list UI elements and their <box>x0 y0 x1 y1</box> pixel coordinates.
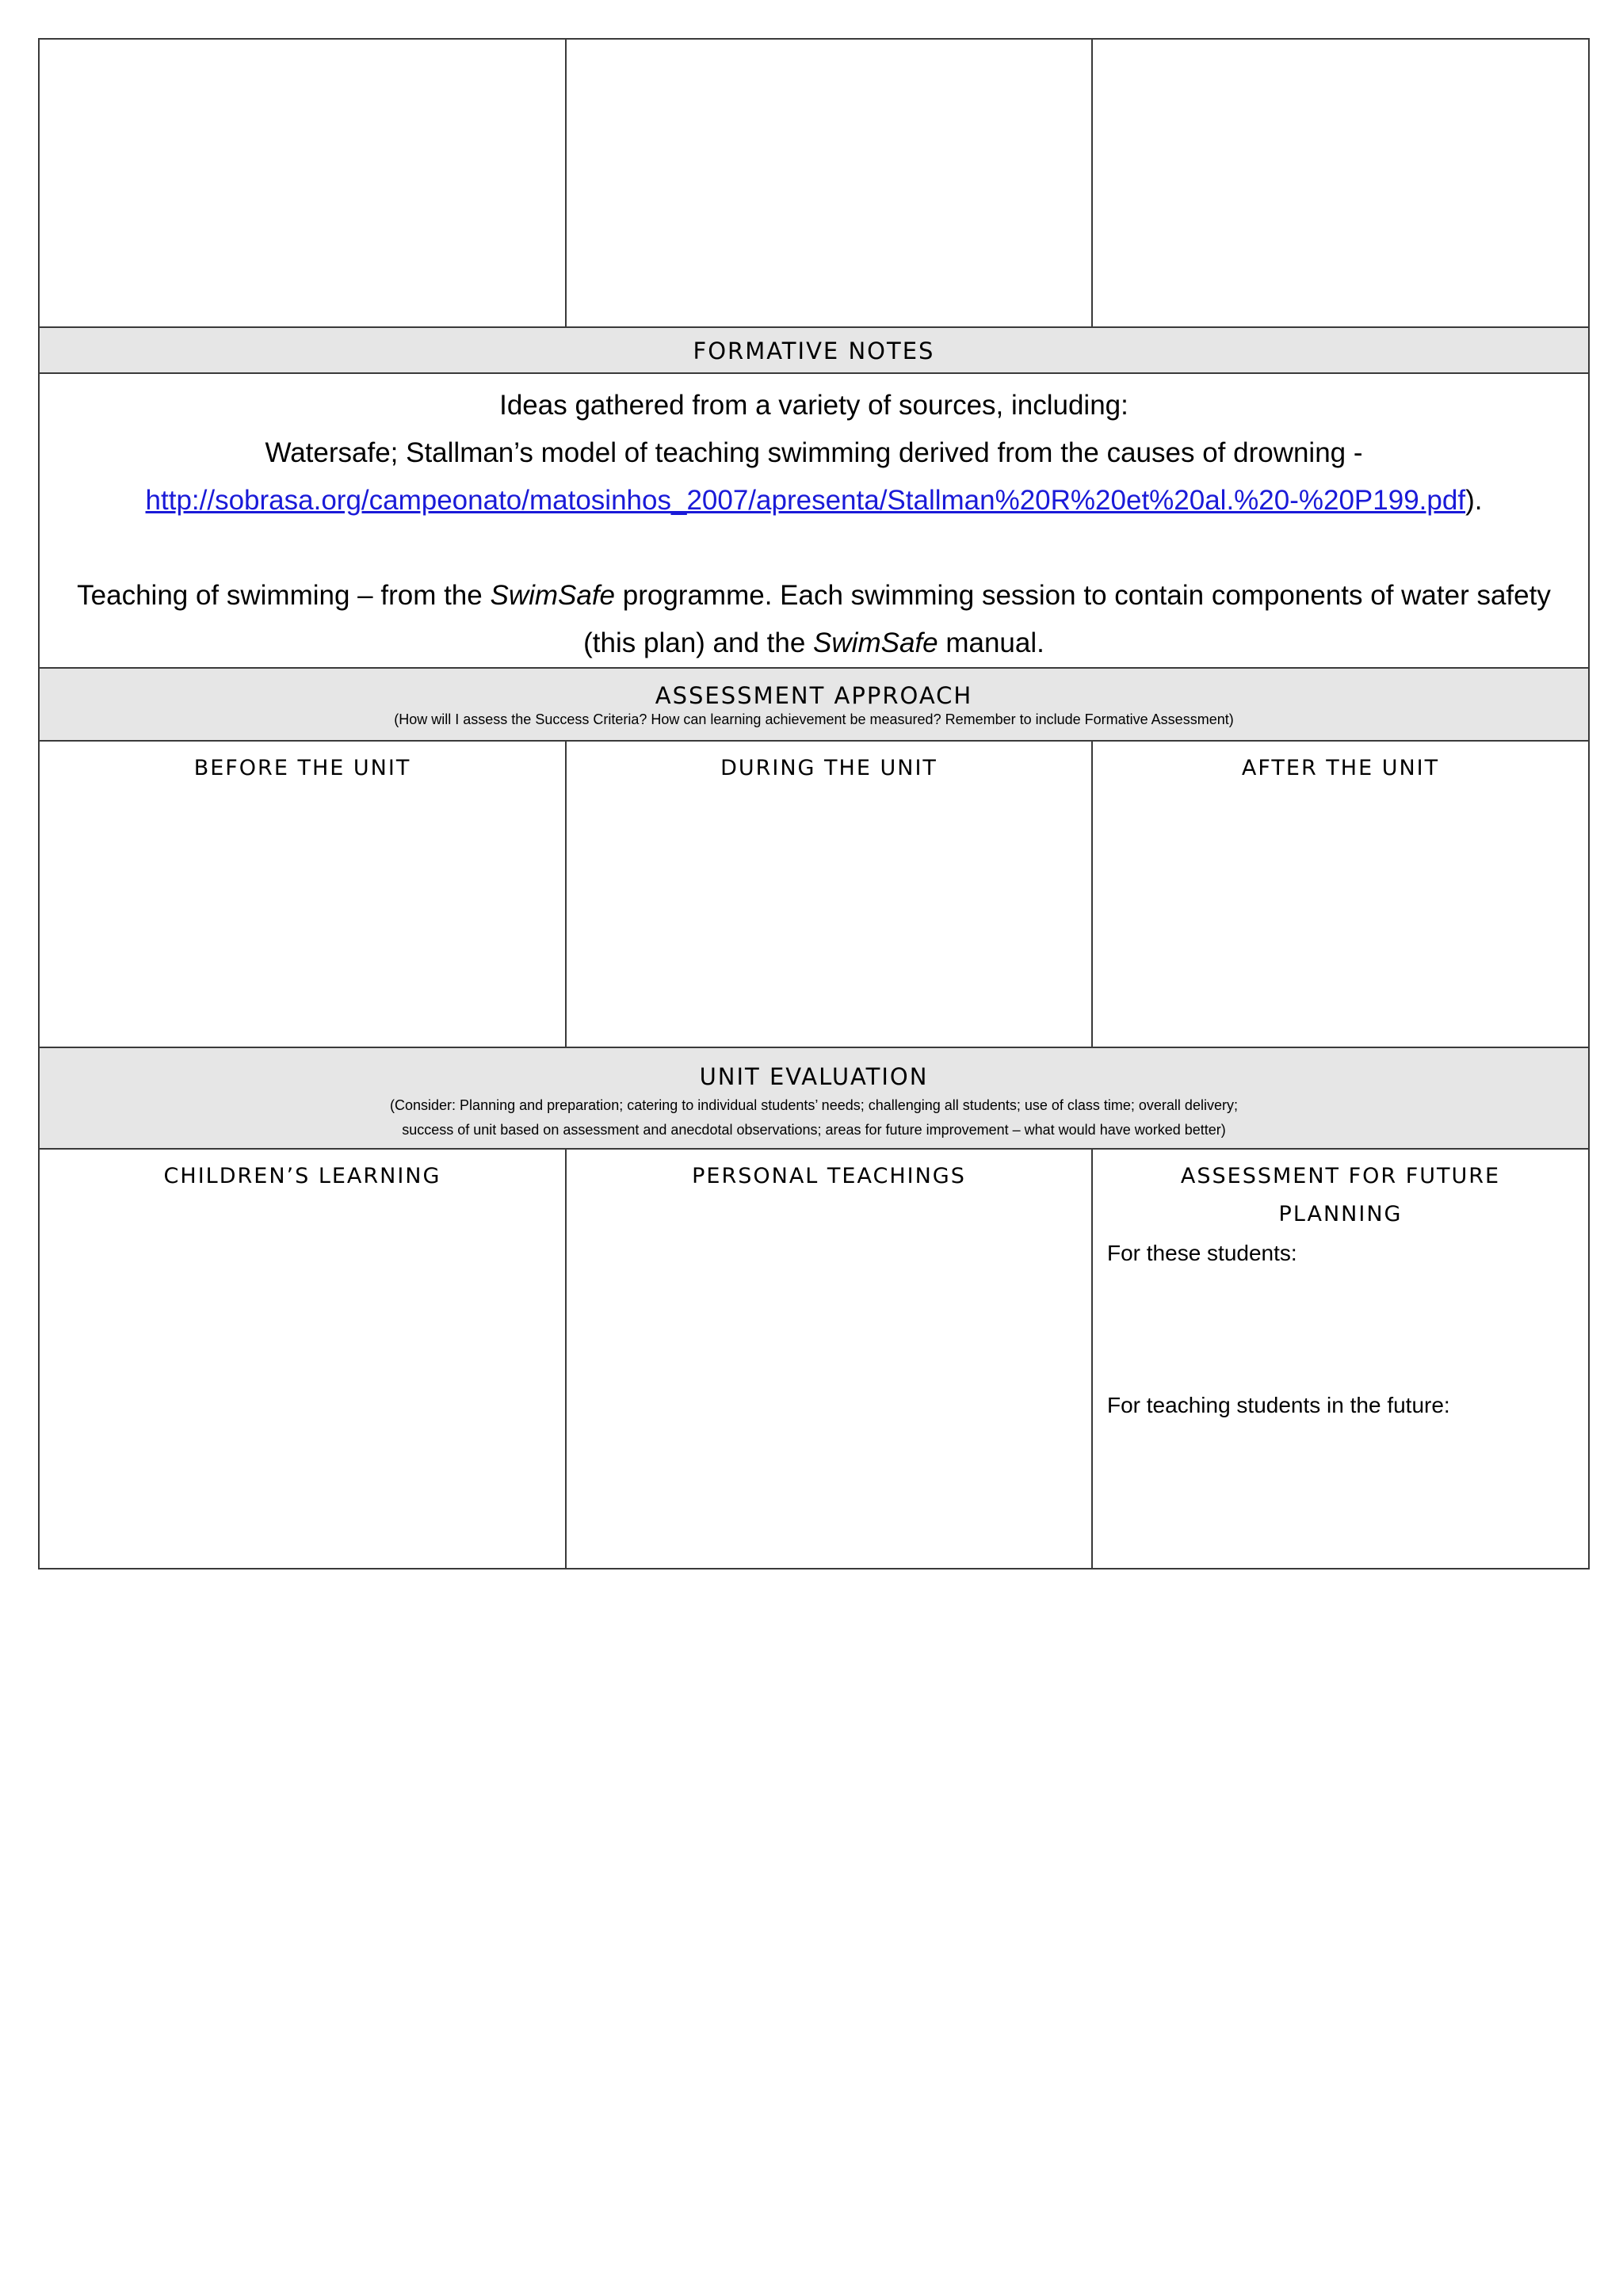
after-unit-heading: AFTER THE UNIT <box>1241 756 1440 780</box>
future-planning-cell[interactable] <box>1092 1149 1589 1569</box>
during-unit-heading: DURING THE UNIT <box>720 756 938 780</box>
after-unit-cell[interactable] <box>1092 741 1589 1047</box>
before-unit-cell[interactable] <box>39 741 566 1047</box>
unit-evaluation-header <box>39 1047 1589 1149</box>
top-cell-1[interactable] <box>39 39 566 327</box>
formative-notes-header <box>39 327 1589 373</box>
childrens-learning-heading: CHILDREN’S LEARNING <box>163 1164 441 1188</box>
childrens-learning-cell[interactable] <box>39 1149 566 1569</box>
for-future-students-label: For teaching students in the future: <box>1107 1393 1450 1417</box>
for-these-students-label: For these students: <box>1107 1241 1297 1265</box>
formative-notes-title: FORMATIVE NOTES <box>693 338 935 364</box>
notes-p2-swimsafe-1: SwimSafe <box>490 580 616 611</box>
future-planning-heading: ASSESSMENT FOR FUTURE PLANNING <box>1180 1164 1501 1226</box>
assessment-approach-header <box>39 668 1589 741</box>
notes-p2-a: Teaching of swimming – from the <box>77 580 491 611</box>
notes-p2-swimsafe-2: SwimSafe <box>813 627 938 658</box>
top-empty-row <box>39 39 1589 327</box>
unit-evaluation-subtitle-2: success of unit based on assessment and anecdotal observations; areas for future improvement – what would have worked better) <box>402 1122 1226 1138</box>
formative-notes-text <box>40 374 1588 667</box>
notes-line-1: Ideas gathered from a variety of sources, including: <box>499 390 1128 421</box>
personal-teachings-heading: PERSONAL TEACHINGS <box>692 1164 966 1188</box>
top-cell-3[interactable] <box>1092 39 1589 327</box>
notes-p2-c: programme. Each swimming session to contain components of water safety (this plan) and the <box>583 580 1551 658</box>
assessment-approach-title: ASSESSMENT APPROACH <box>655 682 973 709</box>
notes-link-suffix: ). <box>1465 485 1483 516</box>
during-unit-cell[interactable] <box>566 741 1092 1047</box>
notes-p2-e: manual. <box>938 627 1044 658</box>
top-cell-2[interactable] <box>566 39 1092 327</box>
unit-evaluation-title: UNIT EVALUATION <box>699 1063 929 1090</box>
assessment-approach-subtitle: (How will I assess the Success Criteria? How can learning achievement be measured? Remember to include Formative Assessment) <box>394 711 1234 727</box>
formative-notes-body[interactable] <box>39 373 1589 668</box>
notes-paragraph-2 <box>51 572 1577 667</box>
notes-line-2: Watersafe; Stallman’s model of teaching swimming derived from the causes of drowning - <box>265 437 1363 468</box>
notes-spacer <box>51 524 1577 572</box>
personal-teachings-cell[interactable] <box>566 1149 1092 1569</box>
unit-plan-table <box>38 38 1590 1569</box>
notes-link-line <box>51 477 1577 524</box>
unit-evaluation-subtitle-1: (Consider: Planning and preparation; catering to individual students’ needs; challenging all students; use of class time; overall delivery; <box>390 1097 1238 1113</box>
before-unit-heading: BEFORE THE UNIT <box>193 756 411 780</box>
stallman-pdf-link[interactable]: http://sobrasa.org/campeonato/matosinhos_2007/apresenta/Stallman%20R%20et%20al.%20-%20P199.pdf <box>145 485 1466 516</box>
